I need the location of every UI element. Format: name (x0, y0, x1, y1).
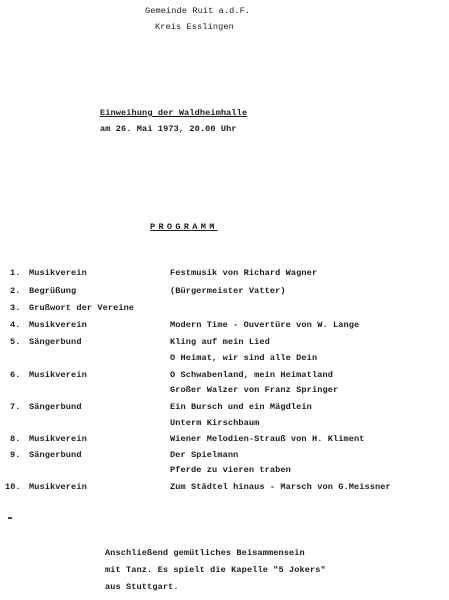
program-number: 7. (10, 402, 21, 412)
program-performer: Sängerbund (29, 402, 82, 412)
program-item: Der Spielmann (170, 450, 239, 460)
program-performer: Sängerbund (29, 337, 82, 347)
program-item: (Bürgermeister Vatter) (170, 286, 286, 296)
program-performer: Musikverein (29, 434, 87, 444)
program-number: 9. (10, 450, 21, 460)
program-item: Pferde zu vieren traben (170, 465, 291, 475)
district-name: Kreis Esslingen (155, 22, 234, 32)
program-item: O Heimat, wir sind alle Dein (170, 353, 318, 363)
program-item: O Schwabenland, mein Heimatland (170, 370, 333, 380)
program-number: 10. (5, 482, 21, 492)
program-item: Kling auf mein Lied (170, 337, 270, 347)
program-performer: Grußwort der Vereine (29, 303, 135, 313)
program-performer: Begrüßung (29, 286, 77, 296)
program-performer: Musikverein (29, 370, 87, 380)
program-number: 6. (10, 370, 21, 380)
program-performer: Musikverein (29, 268, 87, 278)
program-performer: Musikverein (29, 482, 87, 492)
stray-ink-mark (8, 517, 12, 519)
closing-line-2: mit Tanz. Es spielt die Kapelle "5 Jokers" (105, 565, 326, 575)
program-number: 3. (10, 303, 21, 313)
program-item: Wiener Melodien-Strauß von H. Kliment (170, 434, 365, 444)
program-number: 4. (10, 320, 21, 330)
program-number: 8. (10, 434, 21, 444)
event-title: Einweihung der Waldheimhalle (100, 108, 248, 118)
closing-line-3: aus Stuttgart. (105, 582, 179, 592)
program-item: Zum Städtel hinaus - Marsch von G.Meissner (170, 482, 391, 492)
program-performer: Musikverein (29, 320, 87, 330)
program-performer: Sängerbund (29, 450, 82, 460)
program-item: Unterm Kirschbaum (170, 418, 260, 428)
program-item: Modern Time - Ouvertüre von W. Lange (170, 320, 360, 330)
program-item: Festmusik von Richard Wagner (170, 268, 318, 278)
event-date: am 26. Mai 1973, 20.00 Uhr (100, 124, 237, 134)
program-heading: PROGRAMM (150, 222, 218, 232)
program-item: Ein Bursch und ein Mägdlein (170, 402, 312, 412)
program-number: 5. (10, 337, 21, 347)
closing-line-1: Anschließend gemütliches Beisammensein (105, 548, 305, 558)
program-item: Großer Walzer von Franz Springer (170, 385, 339, 395)
program-number: 1. (10, 268, 21, 278)
municipality-name: Gemeinde Ruit a.d.F. (145, 6, 251, 16)
program-number: 2. (10, 286, 21, 296)
